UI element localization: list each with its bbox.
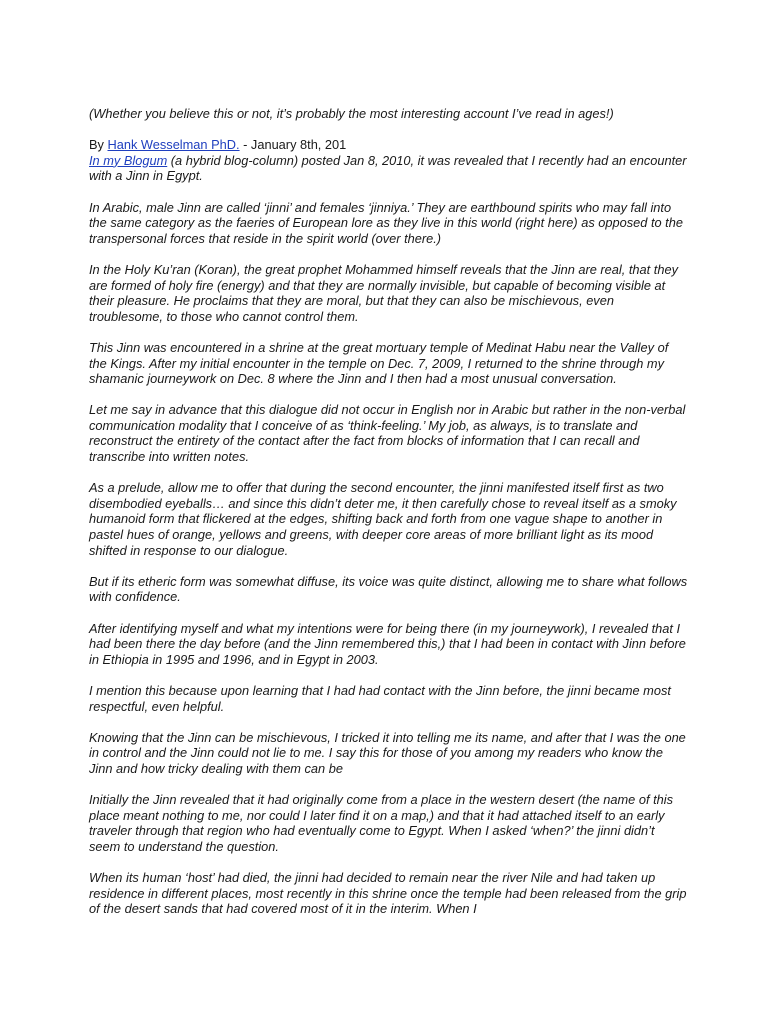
- byline-date: - January 8th, 201: [239, 137, 347, 153]
- lead-paragraph: [89, 153, 689, 184]
- body-paragraph: This Jinn was encountered in a shrine at the great mortuary temple of Medinat Habu near the Valley of the Kings. After my initial encounter in the temple on Dec. 7, 2009, I returned to the shrine through my shamanic journeywork on Dec. 8 where the Jinn and I then had a most unusual conversation.: [89, 339, 669, 387]
- body-paragraph: Knowing that the Jinn can be mischievous, I tricked it into telling me its name, and after that I was the one in control and the Jinn could not lie to me. I say this for those of you among my readers who know the Jinn and how tricky dealing with them can be: [89, 729, 686, 776]
- body-paragraph: After identifying myself and what my intentions were for being there (in my journeywork), I revealed that I had been there the day before (and the Jinn remembered this,) that I had been in contact with Jinn before in Ethiopia in 1995 and 1996, and in Egypt in 2003.: [89, 620, 686, 667]
- body-paragraph: But if its etheric form was somewhat diffuse, its voice was quite distinct, allowing me to share what follows with confidence.: [89, 573, 688, 605]
- byline: [89, 137, 689, 153]
- byline-block: [89, 137, 689, 184]
- byline-prefix: By: [89, 137, 108, 153]
- lead-text: (a hybrid blog-column) posted Jan 8, 2010, it was revealed that I recently had an encounter with a Jinn in Egypt.: [89, 152, 687, 184]
- intro-paragraph: (Whether you believe this or not, it’s probably the most interesting account I’ve read in ages!): [89, 106, 614, 121]
- blog-link[interactable]: In my Blogum: [89, 152, 168, 168]
- body-paragraph: Initially the Jinn revealed that it had originally come from a place in the western desert (the name of this place meant nothing to me, nor could I later find it on a map,) and that it had attached itself to an early traveler through that region who had eventually come to Egypt. When I asked ‘when?’ the jinni didn’t seem to understand the question.: [89, 792, 673, 854]
- body-paragraph: As a prelude, allow me to offer that during the second encounter, the jinni manifested itself first as two disembodied eyeballs… and since this didn’t deter me, it then carefully chose to reveal itself as a smoky humanoid form that flickered at the edges, shifting back and forth from one vague shape to another in pastel hues of orange, yellows and greens, with deeper core areas of more brilliant light as its mood shifted in response to our dialogue.: [89, 480, 677, 558]
- author-link[interactable]: Hank Wesselman PhD.: [107, 137, 240, 153]
- body-paragraph: In the Holy Ku’ran (Koran), the great prophet Mohammed himself reveals that the Jinn are real, that they are formed of holy fire (energy) and that they are normally invisible, but capable of becoming visible at their pleasure. He proclaims that they are moral, but that they can also be mischievous, even troublesome, to those who cannot control them.: [89, 261, 678, 324]
- body-paragraph: In Arabic, male Jinn are called ‘jinni’ and females ‘jinniya.’ They are earthbound spirits who may fall into the same category as the faeries of European lore as they live in this world (right here) as opposed to the transpersonal forces that reside in the spirit world (over there.): [89, 199, 683, 246]
- body-paragraph: When its human ‘host’ had died, the jinni had decided to remain near the river Nile and had taken up residence in different places, most recently in this shrine once the temple had been released from the grip of the desert sands that had covered most of it in the interim. When I: [89, 870, 687, 917]
- body-paragraph: I mention this because upon learning that I had had contact with the Jinn before, the jinni became most respectful, even helpful.: [89, 682, 671, 714]
- body-paragraph: Let me say in advance that this dialogue did not occur in English nor in Arabic but rather in the non-verbal communication modality that I conceive of as ‘think-feeling.’ My job, as always, is to translate and reconstruct the entirety of the contact after the fact from blocks of information that I can recall and transcribe into written notes.: [89, 402, 686, 465]
- document-page: [89, 106, 689, 932]
